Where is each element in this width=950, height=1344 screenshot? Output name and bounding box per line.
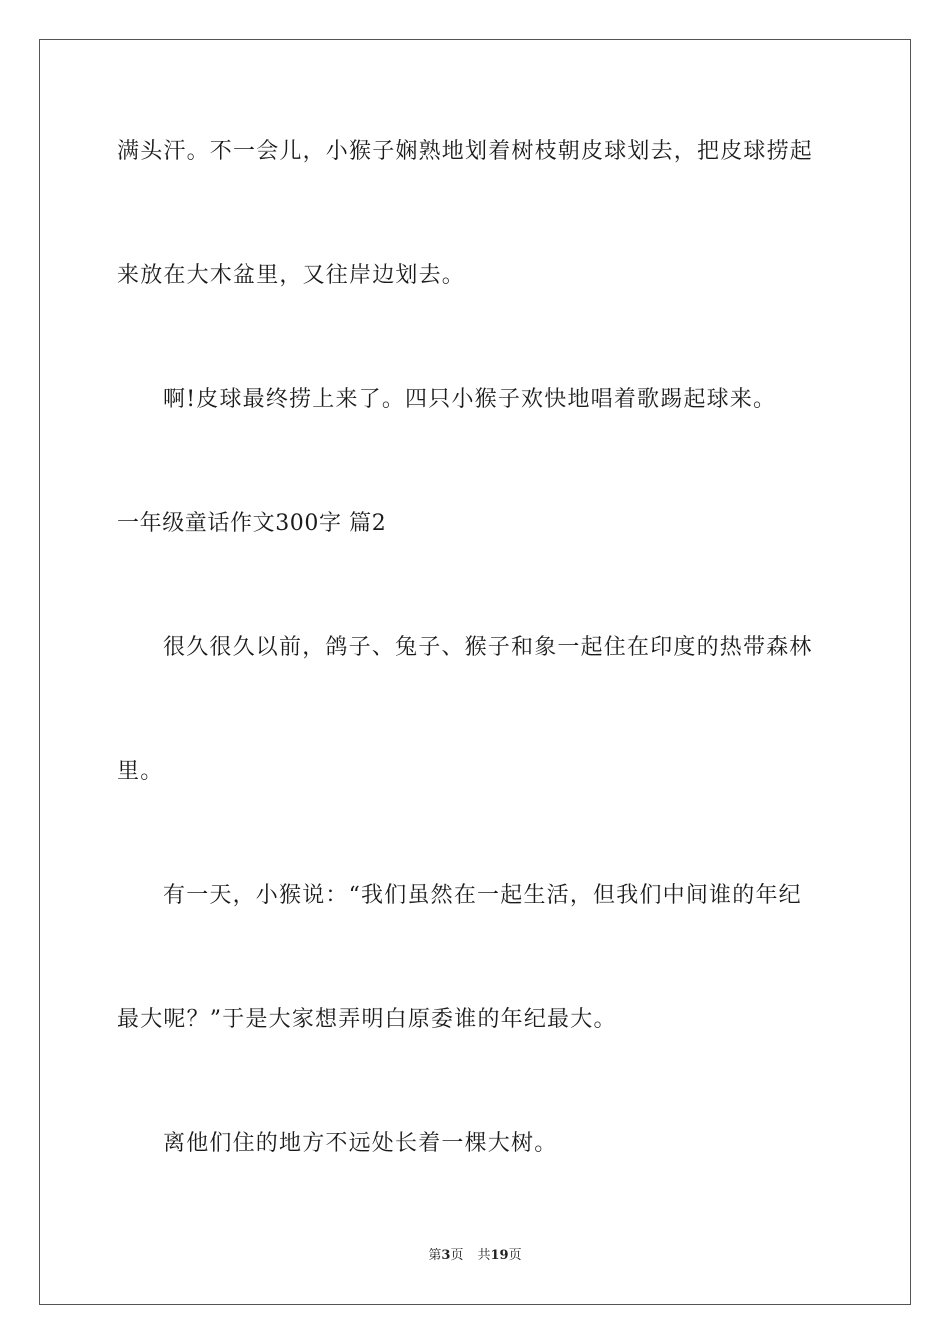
- page-number: 3: [441, 1248, 451, 1263]
- paragraph-line-6: 里。: [117, 759, 164, 784]
- page-suffix: 页: [450, 1248, 464, 1263]
- paragraph-line-9: 离他们住的地方不远处长着一棵大树。: [163, 1131, 558, 1156]
- page-prefix: 第: [428, 1248, 442, 1263]
- total-prefix: 共: [477, 1248, 491, 1263]
- paragraph-line-2: 来放在大木盆里，又往岸边划去。: [117, 263, 466, 288]
- paragraph-line-1: 满头汗。不一会儿，小猴子娴熟地划着树枝朝皮球划去，把皮球捞起: [117, 139, 814, 164]
- page-footer: [0, 1247, 950, 1265]
- paragraph-line-5: 很久很久以前，鸽子、兔子、猴子和象一起住在印度的热带森林: [163, 635, 813, 660]
- total-suffix: 页: [508, 1248, 522, 1263]
- total-pages: 19: [490, 1248, 509, 1263]
- section-heading: 一年级童话作文300字 篇2: [117, 511, 387, 536]
- page-frame: [39, 39, 911, 1305]
- paragraph-line-3: 啊!皮球最终捞上来了。四只小猴子欢快地唱着歌踢起球来。: [163, 387, 777, 412]
- paragraph-line-8: 最大呢？”于是大家想弄明白原委谁的年纪最大。: [117, 1007, 617, 1032]
- paragraph-line-7: 有一天，小猴说：“我们虽然在一起生活，但我们中间谁的年纪: [163, 883, 802, 908]
